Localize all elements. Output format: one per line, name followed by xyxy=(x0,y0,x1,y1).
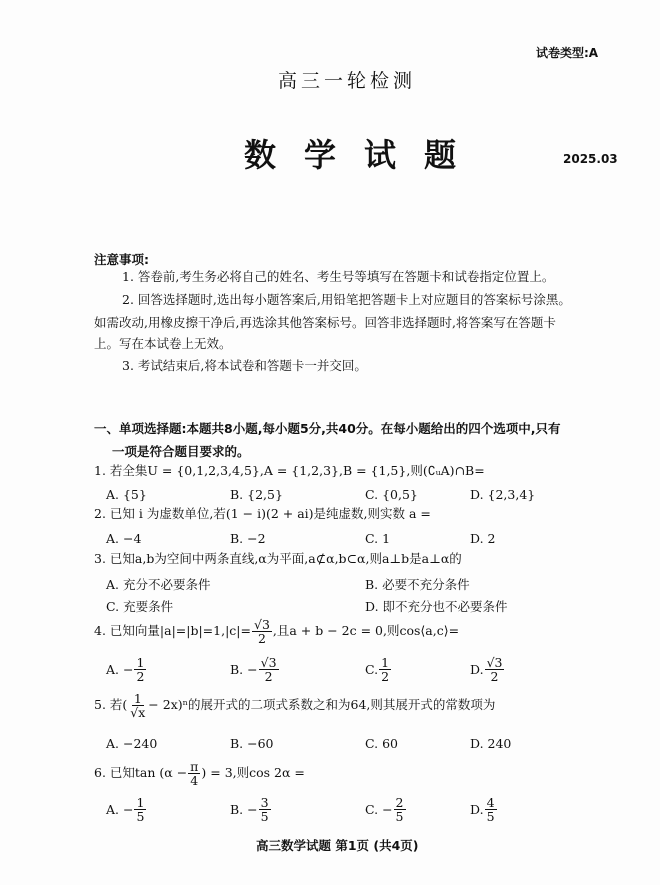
q4-b-label: B. − xyxy=(230,662,258,678)
q5-stem-num: 1 xyxy=(133,691,142,706)
note-item-1: 1. 答卷前,考生务必将自己的姓名、考生号等填写在答题卡和试卷指定位置上。 xyxy=(122,269,555,284)
q6-b-den: 5 xyxy=(260,809,269,825)
paper-type: 试卷类型:A xyxy=(536,46,599,60)
q4-c-label: C. xyxy=(365,662,379,678)
section-heading: 一、单项选择题:本题共8小题,每小题5分,共40分。在每小题给出的四个选项中,只有 xyxy=(94,421,561,436)
question-2-stem: 2. 已知 i 为虚数单位,若(1 − i)(2 + ai)是纯虚数,则实数 a = xyxy=(94,506,431,521)
q1-option-a: A. {5} xyxy=(106,487,147,502)
q4-d-num: √3 xyxy=(486,655,503,670)
q6-d-label: D. xyxy=(470,802,484,818)
q5-option-c: C. 60 xyxy=(365,736,398,751)
q6-c-label: C. − xyxy=(365,802,393,818)
q6-stem-post: ) = 3,则cos 2α = xyxy=(201,765,305,781)
q4-d-label: D. xyxy=(470,662,484,678)
q6-stem-den: 4 xyxy=(190,773,199,789)
q6-option-b xyxy=(230,796,272,823)
q5-stem-den: √x xyxy=(130,705,146,721)
question-4-stem xyxy=(94,618,459,645)
q6-stem-pre: 6. 已知tan (α − xyxy=(94,765,188,781)
note-item-3: 3. 考试结束后,将本试卷和答题卡一并交回。 xyxy=(122,358,367,373)
q5-stem-pre: 5. 若( xyxy=(94,697,128,713)
q4-b-num: √3 xyxy=(260,655,277,670)
question-6-stem xyxy=(94,760,305,787)
q4-option-c xyxy=(365,656,392,683)
q1-option-d: D. {2,3,4} xyxy=(470,487,536,502)
q6-a-label: A. − xyxy=(106,802,134,818)
question-5-stem xyxy=(94,692,495,719)
q2-option-c: C. 1 xyxy=(365,531,391,546)
q4-b-den: 2 xyxy=(264,669,273,685)
q4-stem-fraction xyxy=(252,618,272,645)
q3-option-c: C. 充要条件 xyxy=(106,599,174,614)
question-3-stem: 3. 已知a,b为空间中两条直线,α为平面,a⊄α,b⊂α,则a⊥b是a⊥α的 xyxy=(94,551,462,566)
q5-option-a: A. −240 xyxy=(106,736,158,751)
q6-c-den: 5 xyxy=(395,809,404,825)
exam-name: 高三一轮检测 xyxy=(278,70,417,92)
q6-option-d xyxy=(470,796,498,823)
q6-option-a xyxy=(106,796,147,823)
subject-title: 数学试题 xyxy=(244,136,485,174)
question-1-stem: 1. 若全集U = {0,1,2,3,4,5},A = {1,2,3},B = {1,5},则(∁ᵤA)∩B= xyxy=(94,463,485,478)
q6-b-num: 3 xyxy=(260,795,269,810)
q4-c-num: 1 xyxy=(381,655,390,670)
q6-a-num: 1 xyxy=(136,795,145,810)
q2-option-a: A. −4 xyxy=(106,531,142,546)
note-item-2: 2. 回答选择题时,选出每小题答案后,用铅笔把答题卡上对应题目的答案标号涂黑。 xyxy=(122,292,571,307)
q6-a-den: 5 xyxy=(136,809,145,825)
q3-option-a: A. 充分不必要条件 xyxy=(106,577,211,592)
q4-option-a xyxy=(106,656,147,683)
q4-a-den: 2 xyxy=(136,669,145,685)
q6-d-num: 4 xyxy=(486,795,495,810)
q1-option-c: C. {0,5} xyxy=(365,487,418,502)
q1-option-b: B. {2,5} xyxy=(230,487,283,502)
q4-stem-num: √3 xyxy=(253,617,270,632)
q4-stem-pre: 4. 已知向量|a|=|b|=1,|c|= xyxy=(94,623,251,639)
q5-option-d: D. 240 xyxy=(470,736,512,751)
q2-option-b: B. −2 xyxy=(230,531,266,546)
q4-a-label: A. − xyxy=(106,662,134,678)
q4-stem-den: 2 xyxy=(257,631,266,647)
q2-option-d: D. 2 xyxy=(470,531,496,546)
page-footer: 高三数学试题 第1页 (共4页) xyxy=(256,838,419,853)
q6-d-den: 5 xyxy=(486,809,495,825)
q4-d-den: 2 xyxy=(490,669,499,685)
q5-stem-post: − 2x)ⁿ的展开式的二项式系数之和为64,则其展开式的常数项为 xyxy=(148,697,496,713)
q3-option-b: B. 必要不充分条件 xyxy=(365,577,470,592)
section-heading-cont: 一项是符合题目要求的。 xyxy=(112,444,250,459)
note-item-2-cont: 如需改动,用橡皮擦干净后,再选涂其他答案标号。回答非选择题时,将答案写在答题卡 xyxy=(94,315,556,330)
q4-stem-post: ,且a + b − 2c = 0,则cos⟨a,c⟩= xyxy=(272,623,460,639)
q4-option-d xyxy=(470,656,505,683)
note-item-2-end: 上。写在本试卷上无效。 xyxy=(94,336,232,351)
q6-option-c xyxy=(365,796,407,823)
q5-option-b: B. −60 xyxy=(230,736,274,751)
q4-c-den: 2 xyxy=(381,669,390,685)
exam-date: 2025.03 xyxy=(563,152,618,166)
q6-b-label: B. − xyxy=(230,802,258,818)
q4-a-num: 1 xyxy=(136,655,145,670)
q3-option-d: D. 即不充分也不必要条件 xyxy=(365,599,508,614)
q4-option-b xyxy=(230,656,280,683)
notes-heading: 注意事项: xyxy=(94,252,149,267)
q6-c-num: 2 xyxy=(395,795,404,810)
q6-stem-num: π xyxy=(190,759,199,774)
